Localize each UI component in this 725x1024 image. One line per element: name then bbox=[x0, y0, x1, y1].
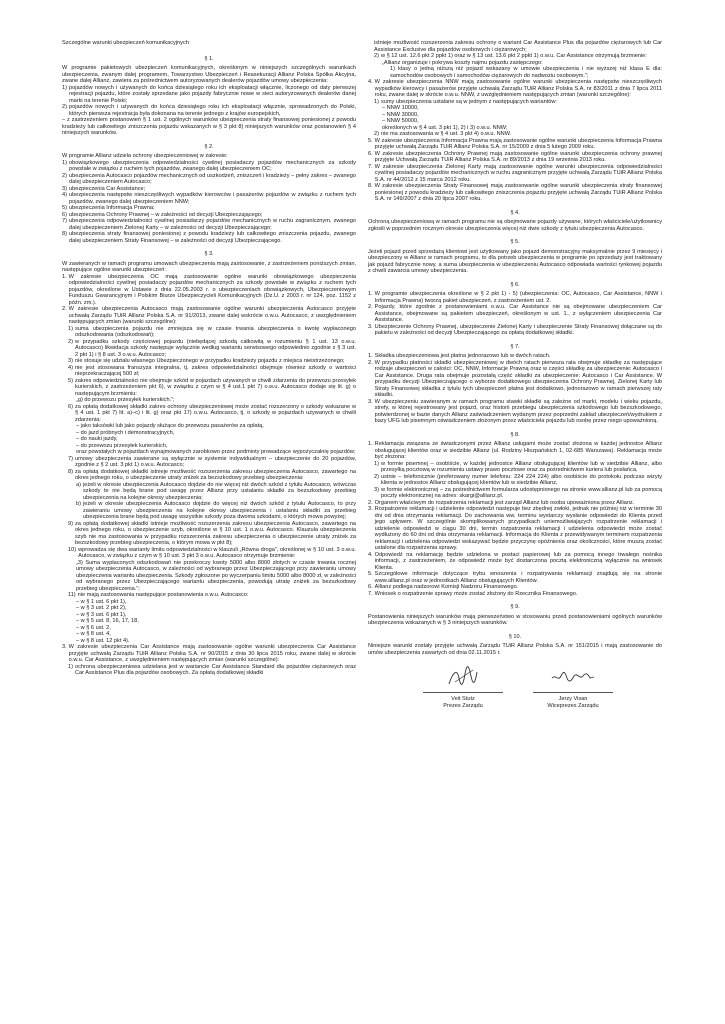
list-item-text: za opłatą dodatkowej składki zakres ochrony ubezpieczeniowej może zostać rozszerzony o szkody wskazane w § 4 ust. 1 pkt 7) lit. a)–c) i lit. g) oraz pkt 17) o.w.u. Autocasco, tj. o szkody w pojazdach używanych w chwili zdarzenia: bbox=[74, 403, 356, 423]
list-item-number: 8) bbox=[68, 468, 73, 475]
list-item bbox=[62, 218, 356, 231]
list-item bbox=[368, 441, 662, 461]
paragraph: – w § 3 ust. 6 pkt 1), bbox=[76, 611, 127, 618]
list-item bbox=[62, 664, 356, 677]
section-heading: § 3. bbox=[204, 251, 214, 257]
list-item-text: Wniosek o rozpatrzenie sprawy może zostać złożony do Rzecznika Finansowego. bbox=[374, 590, 578, 597]
paragraph: – do jazd próbnych i demonstracyjnych, bbox=[76, 429, 175, 436]
list-item bbox=[62, 469, 356, 482]
section-heading: § 9. bbox=[510, 604, 520, 610]
list-item-text: Organem właściwym do rozpatrzenia reklamacji jest zarząd Allianz lub osoba upoważniona przez Allianz. bbox=[374, 499, 635, 506]
signature-line bbox=[533, 692, 613, 693]
list-item-number: b) bbox=[76, 501, 81, 507]
paragraph: – w § 5 ust. 8, 16, 17, 18, bbox=[76, 618, 139, 624]
list-item-text: ubezpieczenia Car Assistance; bbox=[68, 185, 146, 192]
list-item-text: nie ma zastosowania w § 4 ust. 3 pkt 4) o.w.u. NNW. bbox=[380, 131, 512, 137]
signature-block-vice-president bbox=[528, 664, 618, 709]
list-item-number: 1) bbox=[62, 84, 67, 91]
list-item-text: Pojazdy, które zgodnie z postanowieniami o.w.u. Car Assistance nie są obejmowane ubezpieczeniem Car Assistance, obejmowane są pakietem ubezpieczeń, określonym w ust. 1., z wyłączeniem ubezpieczenia Car Assistance. bbox=[374, 304, 662, 323]
list-item bbox=[62, 644, 356, 664]
paragraph: określonych w § 4 ust. 3 pkt 1), 2) i 3) o.w.u. NNW; bbox=[382, 124, 508, 131]
list-item-text: ubezpieczenia Autocasco pojazdów mechanicznych od uszkodzeń, zniszczeń i kradzieży – pełny zakres – zwanego dalej ubezpieczeniem Autocasco; bbox=[68, 172, 356, 185]
list-item-text: suma ubezpieczenia pojazdu nie zmniejsza się w czasie trwania ubezpieczenia o kwotę wypłaconego odszkodowania (odszkodowań); bbox=[74, 325, 356, 338]
list-item-number: 5. bbox=[368, 137, 373, 144]
list-item bbox=[368, 183, 662, 203]
list-item-text: ochrona ubezpieczeniowa udzielana jest w wariancie Car Assistance Standard dla pojazdów ciężarowych oraz Car Assistance Plus dla pojazdów osobowych. Za opłatą dodatkowej składki bbox=[74, 663, 356, 676]
list-item bbox=[368, 461, 662, 474]
list-item-text: jeżeli w okresie ubezpieczenia Autocasco dojdzie do więcej niż dwóch szkód z tytułu Autocasco, to przy zawieraniu umowy ubezpieczenia na kolejne okresy ubezpieczenia i ustalaniu składki za przebieg ubezpieczenia brane będą pod uwagę wszystkie szkody poza dwoma szkodami, o których mowa powyżej; bbox=[82, 501, 356, 520]
list-item-text: w formie pisemnej – osobiście, w każdej jednostce Allianz obsługującej klientów lub w siedzibie Allianz, albo przesyłką pocztową w rozumieniu ustawy prawo pocztowe oraz za pośrednictwem kuriera lub posłańca, bbox=[380, 460, 662, 473]
list-item-number: 4. bbox=[368, 551, 373, 558]
signer-role: Wiceprezes Zarządu bbox=[547, 702, 599, 709]
signature-area bbox=[368, 664, 662, 744]
list-item-number: 2) bbox=[62, 172, 67, 179]
section-heading: § 1. bbox=[204, 55, 214, 62]
list-item-number: 11) bbox=[68, 592, 76, 598]
list-item bbox=[62, 365, 356, 378]
paragraph: „g) do przewozu przesyłek kurierskich.”; bbox=[76, 397, 175, 403]
left-column bbox=[62, 40, 356, 677]
list-item-number: 6. bbox=[368, 584, 373, 590]
list-item bbox=[368, 164, 662, 184]
list-item-number: 1. bbox=[368, 353, 373, 359]
list-item-text: ubezpieczenia odpowiedzialności cywilnej posiadaczy pojazdów mechanicznych w ruchu zagranicznym, zwanego dalej ubezpieczeniem Zielonej Karty – w zależności od decyzji Ubezpieczającego; bbox=[68, 218, 356, 231]
signature-line bbox=[423, 692, 503, 693]
list-item bbox=[368, 291, 662, 304]
list-item-number: 1) bbox=[68, 663, 73, 670]
list-item bbox=[368, 151, 662, 164]
list-item-text: ubezpieczenia następstw nieszczęśliwych wypadków kierowców i pasażerów pojazdów w związku z ruchem tych pojazdów, zwanego dalej ubezpieczeniem NNW; bbox=[68, 192, 356, 205]
list-item-number: 7) bbox=[68, 455, 73, 462]
list-item-number: 7. bbox=[368, 163, 373, 170]
list-item-number: 1. bbox=[368, 291, 373, 297]
list-item-text: ubezpieczenia Informacja Prawna; bbox=[68, 205, 155, 211]
list-item-number: 2. bbox=[62, 306, 67, 312]
list-item-number: 2. bbox=[368, 359, 373, 366]
list-item bbox=[62, 274, 356, 307]
list-item-text: w formie elektronicznej – za pośrednictwem formularza udostępnionego na stronie www.allianz.pl lub za pomocą poczty elektronicznej na adres: skargi@allianz.pl. bbox=[380, 486, 662, 499]
paragraph: oraz powstałych w pojazdach wynajmowanych zarobkowo przez podmioty prowadzące wypożyczalnię pojazdów; bbox=[76, 449, 356, 455]
list-item bbox=[62, 378, 356, 398]
list-item-number: 3. bbox=[368, 506, 373, 512]
paragraph: „3) Suma wypłaconych odszkodowań nie przekroczy kwoty 5000 albo 8000 złotych w czasie trwania rocznej umowy ubezpieczenia Autocasco, w zależności od wybranego przez Ubezpieczającego przy zawieraniu umowy ubezpieczenia wariantu ubezpieczenia. Szkody zgłoszone po wyczerpaniu limitu 5000 albo 8000 zł, w zależności od wybranego przez Ubezpieczającego wariantu ubezpieczenia, powodują utratę zniżek za bezszkodowy przebieg ubezpieczenia.”; bbox=[76, 559, 356, 592]
list-item-text: ubezpieczenia straty finansowej poniesionej z powodu kradzieży lub całkowitego zniszczenia pojazdu, zwanego dalej ubezpieczeniem Straty Finansowej – w zależności od decyzji Ubezpieczającego. bbox=[68, 231, 356, 244]
section-heading: § 8. bbox=[510, 431, 520, 438]
list-item bbox=[62, 339, 356, 359]
list-item-number: 1) bbox=[68, 325, 73, 332]
list-item-number: a) bbox=[76, 481, 81, 488]
paragraph: – w § 8 ust. 12 pkt 4). bbox=[76, 637, 130, 644]
list-item-number: 5) bbox=[68, 377, 73, 384]
handwritten-signature-vice-president bbox=[548, 664, 598, 690]
paragraph: Postanowienia niniejszych warunków mają pierwszeństwo w stosowaniu przed postanowieniami ogólnych warunków ubezpieczenia wskazanych w § 3 niniejszych warunków. bbox=[368, 613, 662, 626]
list-item-text: wprowadza się dwa warianty limitu odpowiedzialności w klauzuli „Równa droga”, określonej w § 10 ust. 3 o.w.u. Autocasco, w związku z czym w § 10 ust. 3 pkt 3 o.w.u. Autocasco otrzymuje brzmienie: bbox=[78, 546, 356, 559]
list-item-text: W ubezpieczeniu zawieranym w ramach programu stawki składki są zależne od marki, modelu i wieku pojazdu, strefy, w której rejestrowany jest pojazd, oraz historii przebiegu ubezpieczenia szkodowego lub bezszkodowego, potwierdzonej w bazie danych Allianz zaświadczeniem wydanym przez poprzedni zakład ubezpieczeń/wydrukiem z bazy UFG lub pisemnym oświadczeniem złożonym przez właściciela pojazdu lub osobę przez niego upoważnioną. bbox=[374, 398, 662, 424]
list-item-text: Reklamacja związana ze świadczonymi przez Allianz usługami może zostać złożona w każdej jednostce Allianz obsługującej klientów oraz w siedzibie Allianz (ul. Rodziny Hiszpańskich 1, 02-685 Warszawa). Reklamacja może być złożona: bbox=[374, 441, 662, 460]
list-item-number: 2) bbox=[374, 473, 379, 480]
list-item-text: W zakresie ubezpieczenia Zielonej Karty mają zastosowanie ogólne warunki ubezpieczenia odpowiedzialności cywilnej posiadaczy pojazdów mechanicznych w ruchu zagranicznym przyjęte uchwałą Zarządu TUiR Allianz Polska S.A. nr 44/2012 z 15 marca 2012 roku. bbox=[374, 163, 662, 183]
paragraph: Jeżeli pojazd przed sprzedażą klientowi jest użytkowany jako pojazd demonstracyjny maksymalnie przez 9 miesięcy i ubezpieczony w Allianz w ramach programu, to dla potrzeb ubezpieczenia w programie po sprzedaży jest traktowany jak pojazd fabrycznie nowy, a suma ubezpieczenia w ubezpieczeniu Autocasco odpowiada wartości rynkowej pojazdu z chwili zawarcia umowy ubezpieczenia. bbox=[368, 248, 662, 274]
list-item-number: 1. bbox=[62, 273, 67, 280]
list-item-number: 3) bbox=[62, 185, 67, 192]
list-item bbox=[368, 360, 662, 399]
list-item-text: jeżeli w okresie ubezpieczenia Autocasco dojdzie do nie więcej niż dwóch szkód z tytułu Autocasco, wówczas szkody te nie będą brane pod uwagę przez Allianz przy ustalaniu składki za bezszkodowy przebieg ubezpieczenia na kolejne okresy ubezpieczenia; bbox=[82, 481, 356, 501]
paragraph: Ochroną ubezpieczeniową w ramach programu nie są obejmowane pojazdy używane, których właściciele/użytkownicy zgłosili w poprzednim rocznym okresie ubezpieczenia więcej niż dwie szkody z tytułu ubezpieczenia Autocasco. bbox=[368, 219, 662, 232]
list-item-text: W zakresie ubezpieczenia Straty Finansowej mają zastosowanie ogólne warunki ubezpieczenia straty finansowej poniesionej z powodu kradzieży lub całkowitego zniszczenia pojazdu przyjęte uchwałą Zarządu TUiR Allianz Polska S.A. nr 149/2007 z dnia 20 lipca 2007 roku. bbox=[374, 183, 662, 202]
list-item bbox=[62, 160, 356, 173]
right-column-body bbox=[368, 40, 662, 656]
signer-name: Jerzy Visan bbox=[558, 696, 588, 702]
list-item-text: ustnie – telefonicznie (preferowany numer telefonu: 224 224 224) albo osobiście do protokołu podczas wizyty klienta w jednostce Allianz obsługującej klientów lub w siedzibie Allianz, bbox=[380, 473, 662, 486]
list-item-text: w § 12 ust. 12.6 pkt 2 ppkt 1) oraz w § 13 ust. 13.6 pkt 2 ppkt 1) o.w.u. Car Assistance otrzymują brzmienie: bbox=[380, 53, 647, 59]
paragraph: – NNW 50000, bbox=[382, 118, 419, 124]
list-item-number: 1) bbox=[62, 159, 67, 166]
list-item-number: 3) bbox=[68, 358, 73, 364]
list-item-text: W zakresie ubezpieczenia OC mają zastosowanie ogólne warunki obowiązkowego ubezpieczenia odpowiedzialności cywilnej posiadaczy pojazdów mechanicznych za szkody powstałe w związku z ruchem tych pojazdów, określone w Ustawie z dnia 22.05.2003 r. o ubezpieczeniach obowiązkowych, Ubezpieczeniowym Funduszu Gwarancyjnym i Polskim Biurze Ubezpieczycieli Komunikacyjnych (Dz.U. z 2003 r. nr 124, poz. 1152 z późn. zm.). bbox=[68, 273, 356, 306]
paragraph: – w § 6 ust. 2, bbox=[76, 624, 111, 631]
list-item-text: nie mają zastosowania następujące postanowienia o.w.u. Autocasco: bbox=[77, 592, 249, 598]
paragraph: W zawieranych w ramach programu umowach ubezpieczenia mają zastosowanie, z zastrzeżeniem poniższych zmian, następujące ogólne warunki ubezpieczeń: bbox=[62, 260, 356, 273]
section-heading: § 2. bbox=[204, 143, 214, 150]
section-heading: § 4. bbox=[510, 209, 520, 216]
list-item-number: 4) bbox=[68, 364, 73, 371]
list-item-number: 8. bbox=[368, 183, 373, 189]
list-item-number: 7. bbox=[368, 590, 373, 597]
list-item bbox=[368, 79, 662, 99]
list-item-number: 5) bbox=[62, 205, 67, 211]
list-item bbox=[62, 547, 356, 560]
list-item bbox=[62, 85, 356, 105]
list-item bbox=[62, 482, 356, 502]
list-item-number: 3. bbox=[368, 323, 373, 330]
signature-block-president bbox=[418, 664, 508, 709]
list-item-text: W zakresie ubezpieczenia Autocasco mają zastosowanie ogólne warunki ubezpieczenia Autocasco przyjęte uchwałą Zarządu TUiR Allianz Polska S.A. nr 91/2013, zwane dalej wskrócie o.w.u. Autocasco, z uwzględnieniem następujących zmian (warunki szczególne): bbox=[68, 306, 356, 325]
list-item-text: nie jest stosowana franszyza integralna, tj. zakres odpowiedzialności obejmuje również szkody o wartości nieprzekraczającej 500 zł; bbox=[74, 364, 356, 377]
list-item-number: 4. bbox=[368, 79, 373, 85]
section-heading: § 5. bbox=[510, 239, 520, 245]
paragraph: – jako taksówki lub jako pojazdy służące do przewozu pasażerów za opłatą, bbox=[76, 423, 264, 429]
list-item-number: 1) bbox=[374, 460, 379, 467]
list-item-number: 2. bbox=[368, 304, 373, 310]
paragraph: – do nauki jazdy, bbox=[76, 436, 118, 442]
right-column bbox=[368, 40, 662, 744]
list-item bbox=[368, 324, 662, 337]
document-title: Szczególne warunki ubezpieczeń komunikacyjnych bbox=[62, 40, 189, 46]
section-heading: § 10. bbox=[508, 633, 522, 640]
list-item-number: 6) bbox=[62, 211, 67, 218]
list-item-text: W zakresie ubezpieczenia Ochrony Prawnej mają zastosowanie ogólne warunki ubezpieczenia ochrony prawnej przyjęte Uchwałą Zarządu TUiR Allianz Polska S.A. nr 89/2013 z dnia 19 września 2013 roku. bbox=[374, 150, 662, 163]
list-item-number: 2) bbox=[62, 104, 67, 110]
list-item bbox=[368, 399, 662, 425]
paragraph: – w § 8 ust. 4, bbox=[76, 631, 111, 637]
list-item bbox=[368, 571, 662, 584]
paragraph: istnieje możliwość rozszerzenia zakresu ochrony o wariant Car Assistance Plus dla pojazdów ciężarowych lub Car Assistance Exclusive dla pojazdów osobowych i ciężarowych; bbox=[374, 40, 662, 53]
list-item-text: obowiązkowego ubezpieczenia odpowiedzialności cywilnej posiadaczy pojazdów mechanicznych za szkody powstałe w związku z ruchem tych pojazdów, zwanego dalej ubezpieczeniem OC; bbox=[68, 159, 356, 172]
list-item-text: W zakresie ubezpieczenia NNW mają zastosowanie ogólne warunki ubezpieczenia następstw nieszczęśliwych wypadków kierowcy i pasażerów przyjęte uchwałą Zarządu TUiR Allianz Polska S.A. nr 83/2011 z dnia 7 lipca 2011 roku, zwane dalej w skrócie o.w.u. NNW, z uwzględnieniem następujących zmian (warunki szczególne): bbox=[374, 79, 662, 98]
paragraph: – do przewozu przesyłek kurierskich, bbox=[76, 442, 168, 449]
signer-name: Veit Stutz bbox=[451, 696, 475, 702]
list-item-text: nie stosuje się udziału własnego Ubezpieczonego w przypadku kradzieży pojazdu z miejsca nieistrzeżonego; bbox=[74, 358, 345, 364]
list-item bbox=[62, 306, 356, 326]
signer-role: Prezes Zarządu bbox=[443, 702, 483, 709]
list-item-number: 2) bbox=[374, 131, 379, 137]
list-item bbox=[368, 474, 662, 487]
list-item-text: Ubezpieczenie Ochrony Prawnej, ubezpieczenie Zielonej Karty i ubezpieczenie Straty Finansowej dołączane są do pakietu w zależności od decyzji Ubezpieczającego za opłatą dodatkowej składki. bbox=[374, 323, 662, 336]
list-item-text: za opłatą dodatkowej składki istnieje możliwość rozszerzenia zakresu ubezpieczenia Autocasco, zawartego na okres jednego roku, o ubezpieczenie utraty zniżek za bezszkodowy przebieg ubezpieczenia: bbox=[74, 468, 356, 481]
list-item-text: Rozpatrzenie reklamacji i udzielenie odpowiedzi następuje bez zbędnej zwłoki, jednak nie później niż w terminie 30 dni od dnia otrzymania reklamacji. Do zachowania ww. terminu wystarczy wysłanie odpowiedzi do Klienta przed jego upływem. W szczególnie skomplikowanych przypadkach uniemożliwiających rozpatrzenie reklamacji i udzielenie odpowiedzi w ciągu 30 dni, termin rozpatrzenia reklamacji i udzielenia odpowiedzi może zostać wydłużony do 60 dni od dnia otrzymania reklamacji. Informacja do Klienta z przewidywanym terminem rozpatrzenia reklamacji i udzielenia odpowiedzi wskazywać będzie przyczynę opóźnienia oraz okoliczności, które muszą zostać ustalone dla rozpatrzenia sprawy. bbox=[374, 506, 662, 551]
left-column-body bbox=[62, 56, 356, 677]
list-item bbox=[62, 326, 356, 339]
list-item-number: 9) bbox=[68, 520, 73, 527]
paragraph: – NNW 10000, bbox=[382, 105, 419, 111]
list-item-text: Szczegółowe informacje dotyczące trybu wnoszenia i rozpatrywania reklamacji znajdują się na stronie www.allianz.pl oraz w jednostkach Allianz obsługujących Klientów. bbox=[374, 571, 662, 584]
list-item-number: 7) bbox=[62, 218, 67, 224]
list-item bbox=[62, 173, 356, 186]
list-item-text: pojazdów nowych i używanych do końca dziesiątego roku ich eksploatacji włącznie, liczonego od daty pierwszej rejestracji pojazdu, które zostały sprzedane jako pojazdy fabrycznie nowe w sieci autoryzowanych dealerów danej marki na terenie Polski; bbox=[68, 84, 356, 104]
list-item bbox=[62, 456, 356, 469]
list-item bbox=[368, 138, 662, 151]
list-item-number: 2) bbox=[68, 338, 73, 345]
list-item-text: W zakresie ubezpieczenia Car Assistance mają zastosowanie ogólne warunki ubezpieczenia Car Assistance przyjęte uchwałą Zarządu TUiR Allianz Polska S.A. nr 90/2015 z dnia 30 lipca 2015 roku, zwane dalej w skrócie o.w.u. Car Assistance, z uwzględnieniem następujących zmian (warunki szczególne): bbox=[68, 644, 356, 663]
list-item-number: 10) bbox=[68, 546, 77, 553]
section-heading: § 7. bbox=[510, 343, 520, 350]
list-item-number: 6. bbox=[368, 150, 373, 157]
list-item-number: 8) bbox=[62, 231, 67, 237]
list-item-number: 3) bbox=[374, 486, 379, 493]
list-item-text: ubezpieczenia Ochrony Prawnej – w zależności od decyzji Ubezpieczającego; bbox=[68, 211, 263, 218]
list-item-text: zakres odpowiedzialności nie obejmuje szkód w pojazdach używanych w chwili zdarzenia do przewozu przesyłek kurierskich, z zastrzeżeniem pkt 6), w związku z czym w § 4 ust.1 pkt 7) o.w.u. Autocasco dodaje się lit. g) o następującym brzmieniu: bbox=[74, 377, 356, 397]
list-item-number: 5. bbox=[368, 571, 373, 577]
handwritten-signature-president bbox=[443, 664, 483, 690]
list-item-text: W zakresie ubezpieczenia Informacja Prawna mają zastosowanie ogólne warunki ubezpieczenia Informacja Prawna przyjęte uchwałą Zarządu TUiR Allianz Polska S.A. nr 15/2009 z dnia 5 lutego 2009 roku. bbox=[374, 137, 662, 150]
list-item-text: umowy ubezpieczenia zawierane są wyłącznie w systemie indywidualnym – ubezpieczenie do 20 pojazdów, zgodnie z § 2 ust. 3 pkt 1) o.w.u. Autocasco; bbox=[74, 455, 356, 468]
paragraph: „Allianz organizuje i pokrywa koszty najmu pojazdu zastępczego: bbox=[382, 59, 543, 66]
list-item-number: 3. bbox=[368, 398, 373, 405]
list-item bbox=[368, 506, 662, 552]
list-item-text: W przypadku płatności składki ubezpieczeniowej w dwóch ratach pierwsza rata obejmuje składkę za następujące rodzaje ubezpieczeń w całości: OC, NNW, Informacje Prawną oraz w części składkę za ubezpieczenie: Autocasco i Car Assistance. Druga rata obejmuje pozostałą część składki za ubezpieczenie: Autocasco i Car Assistance. W przypadku decyzji Ubezpieczającego o wyborze dodatkowego ubezpieczenia Ochrony Prawnej, Zielonej Karty lub Straty Finansowej składka z tytułu tych ubezpieczeń płatna jest dodatkowo, jednorazowo w ramach pierwszej raty składki. bbox=[374, 359, 662, 398]
list-item-number: 1. bbox=[368, 441, 373, 447]
paragraph: – NNW 30000, bbox=[382, 111, 419, 118]
list-item-number: 2. bbox=[368, 499, 373, 506]
list-item-text: Składka ubezpieczeniowa jest płatna jednorazowo lub w dwóch ratach. bbox=[374, 353, 551, 359]
list-item bbox=[368, 53, 662, 60]
list-item bbox=[62, 501, 356, 521]
list-item-number: 2) bbox=[374, 53, 379, 59]
paragraph: – w § 1 ust. 6 pkt 1), bbox=[76, 598, 127, 605]
list-item bbox=[368, 591, 662, 598]
list-item-text: sumy ubezpieczenia ustalane są w jednym z następujących wariantów: bbox=[380, 98, 557, 105]
list-item-text: Allianz podlega nadzorowi Komisji Nadzoru Finansowego. bbox=[374, 584, 519, 590]
list-item-number: 3. bbox=[62, 644, 67, 650]
list-item bbox=[62, 231, 356, 244]
list-item-text: w przypadku szkody częściowej pojazdu (niebędącej szkodą całkowitą w rozumieniu § 1 ust. 13 o.w.u. Autocasco) likwidacja szkody następuje wyłącznie według wariantu serwisowego odpowiednio zgodnie z § 3 ust. 2 pkt 1) i § 8 ust. 3 o.w.u. Autocasco; bbox=[74, 338, 356, 358]
list-item-text: za opłatą dodatkowej składki istnieje możliwość rozszerzenia zakresu ubezpieczenia Autocasco, zawartego na okres jednego roku, o ubezpieczenie szyb, określone w § 10 ust. 1 o.w.u. Autocasco. Klauzula ubezpieczenia szyb nie ma zastosowania w przypadku rozszerzenia zakresu ubezpieczenia o ubezpieczenie utraty zniżek za bezszkodowy przebieg ubezpieczenia, o którym mowa w pkt 8); bbox=[74, 520, 356, 546]
list-item-text: W programie ubezpieczenia określone w § 2 pkt 1) - 5) (ubezpieczenia: OC, Autocasco, Car Assistance, NNW i Informacja Prawna) tworzą pakiet ubezpieczeń, z zastrzeżeniem ust. 2. bbox=[374, 291, 662, 304]
list-item-number: 4) bbox=[62, 192, 67, 198]
list-item bbox=[62, 521, 356, 547]
paragraph: – z zastrzeżeniem postanowień § 1 ust. 2 ogólnych warunków ubezpieczenia straty finansowej poniesionej z powodu kradzieży lub całkowitego zniszczenia pojazdu wskazanych w § 3 pkt 8) niniejszych warunków oraz postanowień § 4 niniejszych warunków. bbox=[62, 117, 356, 136]
list-item-number: 1) bbox=[374, 98, 379, 105]
section-heading: § 6. bbox=[510, 281, 520, 288]
list-item bbox=[368, 487, 662, 500]
list-item bbox=[62, 104, 356, 117]
list-item bbox=[368, 552, 662, 572]
list-item bbox=[62, 404, 356, 424]
list-item-text: pojazdów nowych i używanych do końca dziesiątego roku ich eksploatacji włącznie, sprowadzonych do Polski, których pierwsza rejestracja była dokonana na terenie jednego z krajów europejskich, bbox=[68, 104, 356, 117]
list-item-text: Odpowiedź na reklamację będzie udzielona w postaci papierowej lub za pomocą innego trwałego nośnika informacji, z zastrzeżeniem, że odpowiedź może być dostarczona pocztą elektroniczną wyłącznie na wniosek Klienta. bbox=[374, 551, 662, 571]
list-item bbox=[62, 192, 356, 205]
list-item bbox=[62, 592, 356, 599]
paragraph: W programie pakietowych ubezpieczeń komunikacyjnych, określonym w niniejszych szczególnych warunkach ubezpieczenia, zwanym dalej programem, Towarzystwo Ubezpieczeń i Reasekuracji Allianz Polska Spółka Akcyjna, zwane dalej Allianz, zawiera za pośrednictwem autoryzowanych dealerów pojazdów umowy ubezpieczenia: bbox=[62, 65, 356, 84]
list-item-number: 6) bbox=[68, 403, 73, 410]
paragraph: Niniejsze warunki zostały przyjęte uchwałą Zarządu TUiR Allianz Polska S.A. nr 151/2015 i mają zastosowanie do umów ubezpieczenia zawartych od dnia 02.11.2015 r. bbox=[368, 643, 662, 656]
paragraph: W programie Allianz udziela ochrony ubezpieczeniowej w zakresie: bbox=[62, 153, 228, 159]
paragraph: 1) klasy o jedną niższą niż pojazd wskazany w umowie ubezpieczenia i nie wyższej niż klasa E dla: samochodów osobowych i samochodów ciężarowych do nadwoziu osobowym.”; bbox=[390, 66, 662, 79]
paragraph: – w § 3 ust. 2 pkt 2), bbox=[76, 605, 127, 611]
list-item bbox=[368, 304, 662, 324]
